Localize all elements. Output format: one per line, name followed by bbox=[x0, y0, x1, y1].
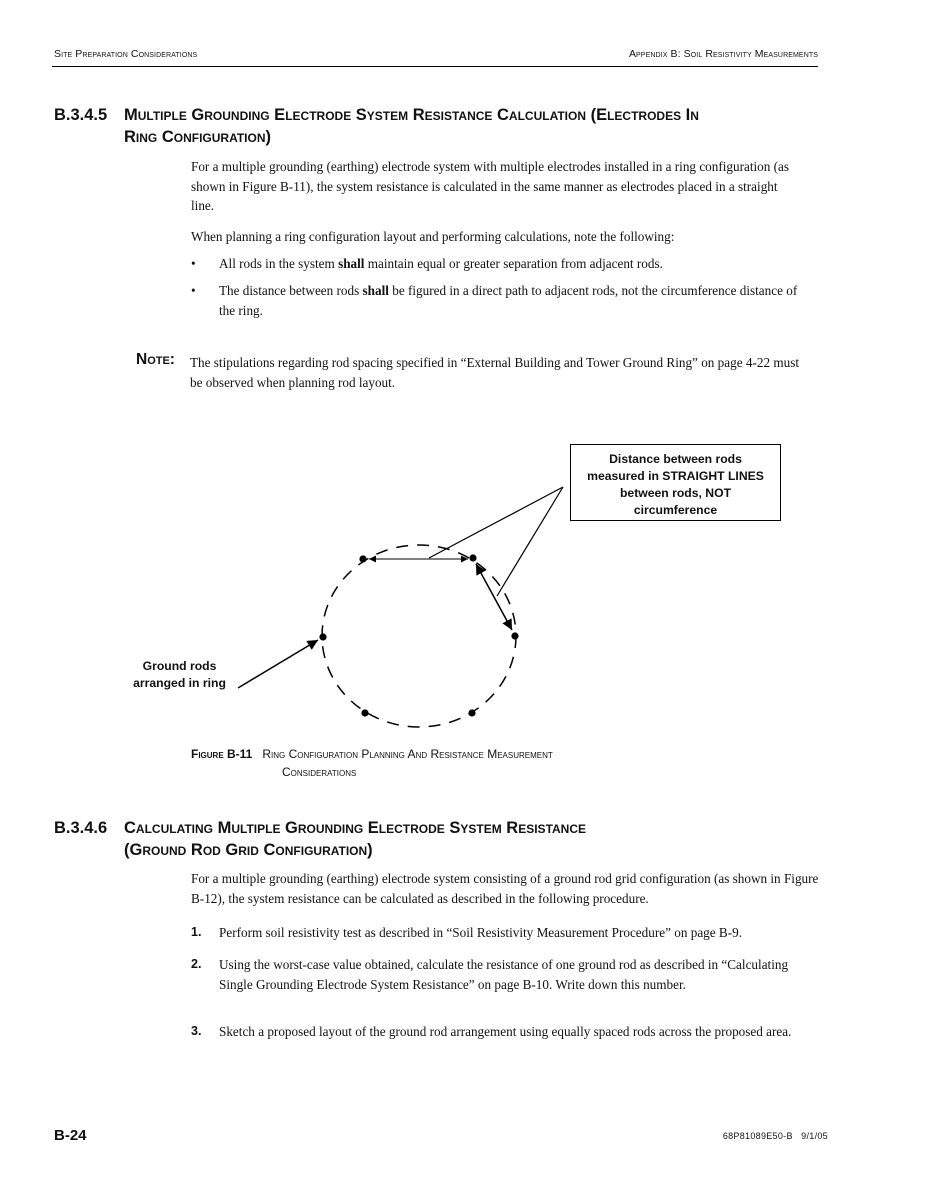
step-number: 1. bbox=[191, 925, 202, 939]
ground-rod-markers bbox=[319, 554, 518, 716]
figure-caption-label: Figure B-11 bbox=[191, 747, 253, 761]
procedure-step bbox=[191, 923, 821, 943]
rods-label-line: Ground rods bbox=[142, 659, 217, 673]
running-header-right: Appendix B: Soil Resistivity Measurements bbox=[628, 48, 818, 60]
running-header-left: Site Preparation Considerations bbox=[54, 48, 198, 60]
callout-leader-line bbox=[429, 487, 563, 558]
section-intro-paragraph: For a multiple grounding (earthing) electrode system with multiple electrodes installed in a ring configuration (as shown in Figure B-11), the system resistance is calculated in the same manner as electrodes placed in a straight line. bbox=[191, 159, 790, 213]
callout-line: between rods, NOT bbox=[619, 486, 732, 500]
callout-leader-line bbox=[497, 487, 563, 596]
figure-caption bbox=[191, 745, 751, 781]
step-text: Using the worst-case value obtained, calculate the resistance of one ground rod as described in “Calculating Single Grounding Electrode System Resistance” on page B-10. Write down this number. bbox=[219, 957, 789, 992]
figure-callout-box bbox=[570, 444, 781, 521]
step-text: Perform soil resistivity test as described in “Soil Resistivity Measurement Procedure” on page B-9. bbox=[219, 925, 742, 940]
bullet-emphasis: shall bbox=[338, 256, 365, 271]
step-text: Sketch a proposed layout of the ground rod arrangement using equally spaced rods across the proposed area. bbox=[219, 1024, 792, 1039]
procedure-step bbox=[191, 955, 801, 994]
callout-line: measured in STRAIGHT LINES bbox=[587, 469, 764, 483]
note-label: Note: bbox=[136, 351, 175, 368]
callout-line: circumference bbox=[633, 503, 718, 517]
rods-label-line: arranged in ring bbox=[133, 676, 226, 690]
section-number: B.3.4.6 bbox=[54, 819, 108, 837]
ground-ring-outline bbox=[322, 545, 516, 727]
note-text: The stipulations regarding rod spacing specified in “External Building and Tower Ground Ring” on page 4-22 must be observed when planning rod layout. bbox=[190, 355, 799, 390]
bullet-text: The distance between rods bbox=[219, 283, 363, 298]
ground-rods-label bbox=[122, 658, 237, 692]
bullet-text: maintain equal or greater separation from adjacent rods. bbox=[364, 256, 663, 271]
section-heading-b3-4-6 bbox=[54, 817, 834, 861]
bullet-emphasis: shall bbox=[362, 283, 389, 298]
rods-label-arrow bbox=[238, 640, 318, 688]
step-number: 2. bbox=[191, 957, 202, 971]
bullet-text: be figured in a direct path to adjacent rods, not the circumference distance of the ring. bbox=[219, 283, 798, 318]
page-number: B-24 bbox=[54, 1127, 87, 1144]
section-title-line1: Calculating Multiple Grounding Electrode System Resistance bbox=[124, 819, 587, 837]
document-id: 68P81089E50-B 9/1/05 bbox=[722, 1131, 828, 1141]
step-number: 3. bbox=[191, 1024, 202, 1038]
section-title-line2: (Ground Rod Grid Configuration) bbox=[124, 841, 373, 859]
bullet-text: All rods in the system bbox=[219, 256, 339, 271]
section-title-line2: Ring Configuration) bbox=[124, 128, 272, 146]
figure-caption-title: Ring Configuration Planning And Resistance Measurement bbox=[262, 747, 553, 761]
section-title-line1: Multiple Grounding Electrode System Resistance Calculation (Electrodes In bbox=[124, 106, 699, 124]
callout-line: Distance between rods bbox=[609, 452, 742, 466]
section-lead-paragraph: When planning a ring configuration layout and performing calculations, note the following: bbox=[191, 229, 675, 244]
bullet-icon: • bbox=[191, 256, 196, 271]
bullet-icon: • bbox=[191, 283, 196, 298]
section-number: B.3.4.5 bbox=[54, 106, 108, 124]
procedure-step bbox=[191, 1022, 801, 1042]
section-intro-paragraph: For a multiple grounding (earthing) electrode system consisting of a ground rod grid configuration (as shown in Figure B-12), the system resistance can be calculated as described in the following procedure. bbox=[191, 871, 819, 906]
figure-caption-title-cont: Considerations bbox=[282, 765, 357, 779]
